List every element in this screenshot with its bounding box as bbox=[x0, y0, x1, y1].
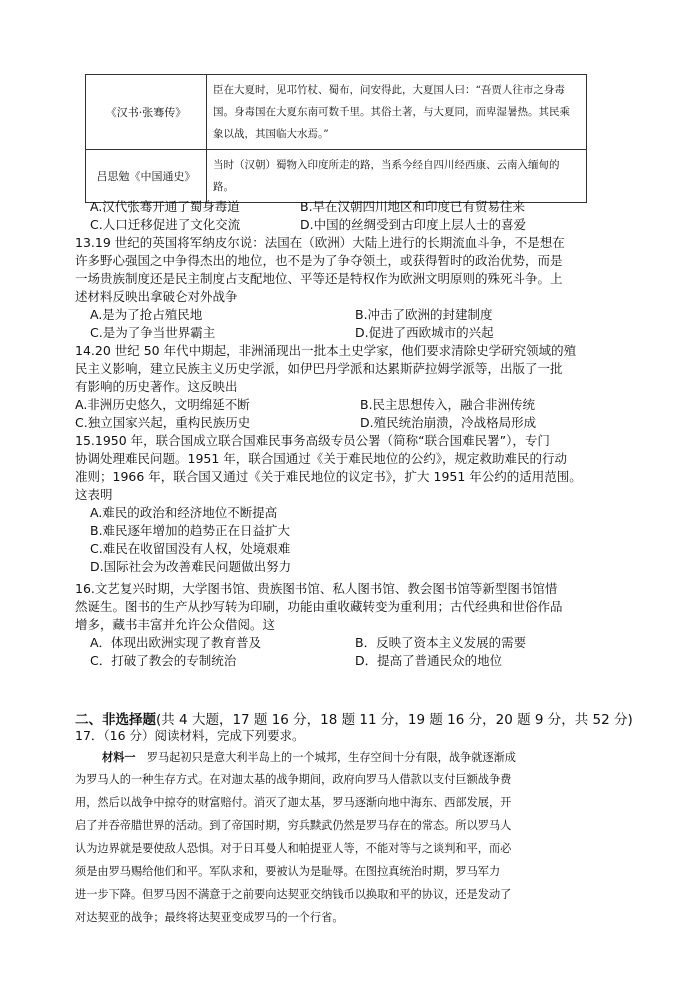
q14-option-d: D.殖民统治崩溃，冷战格局形成 bbox=[360, 415, 537, 430]
q16-option-a: A．体现出欧洲实现了教育普及 bbox=[90, 635, 262, 650]
table-row bbox=[86, 150, 587, 203]
q13-option-b: B.冲击了欧洲的封建制度 bbox=[355, 307, 493, 322]
table-cell-text: 臣在大夏时，见邛竹杖、蜀布，问安得此，大夏国人曰：“吾贾人往市之身毒国。身毒国在大夏东南可数千里。其俗土著，与大夏同，而卑湿暑热。其民乘象以战，其国临大水焉。” bbox=[207, 75, 587, 150]
section-heading bbox=[75, 708, 633, 728]
q17-intro: 17．（16 分）阅读材料，完成下列要求。 bbox=[75, 728, 305, 743]
q16-option-b: B．反映了资本主义发展的需要 bbox=[355, 635, 527, 650]
q15-option-c: C.难民在收留国没有人权，处境艰难 bbox=[90, 541, 291, 556]
q17-material-line: 进一步下降。但罗马因不满意于之前要向达契亚交纳钱币以换取和平的协议，还是发动了 bbox=[75, 888, 512, 901]
q14-option-a: A.非洲历史悠久，文明绵延不断 bbox=[75, 397, 250, 412]
q12-option-a: A.汉代张骞开通了蜀身毒道 bbox=[90, 199, 240, 214]
q17-material-line: 须是由罗马赐给他们和平。军队求和，要被认为是耻辱。在图拉真统治时期，罗马军力 bbox=[75, 865, 501, 878]
q15-stem-line: 协调处理难民问题。1951 年，联合国通过《关于难民地位的公约》，规定救助难民的行动 bbox=[75, 451, 568, 466]
q17-material-line: 启了并吞帝腊世界的活动。到了帝国时期，穷兵黩武仍然是罗马存在的常态。所以罗马人 bbox=[75, 819, 512, 832]
section-heading-detail: (共 4 大题，17 题 16 分，18 题 11 分，19 题 16 分，20 题 9 分，共 52 分) bbox=[156, 712, 633, 728]
q15-stem-line: 准则；1966 年，联合国又通过《关于难民地位的议定书》，扩大 1951 年公约的适用范围。 bbox=[75, 469, 582, 484]
q13-stem-line: 许多野心强国之中争得杰出的地位，也不是为了争夺领土，或获得暂时的政治优势，而是 bbox=[75, 253, 563, 268]
q16-stem-line: 然诞生。图书的生产从抄写转为印刷，功能由重收藏转变为重利用；古代经典和世俗作品 bbox=[75, 599, 563, 614]
q17-material-line: 为罗马人的一种生存方式。在对迦太基的战争期间，政府向罗马人借款以支付巨额战争费 bbox=[75, 773, 512, 786]
section-heading-title: 二、非选择题 bbox=[75, 712, 156, 728]
q12-option-c: C.人口迁移促进了文化交流 bbox=[90, 217, 241, 232]
table-cell-title: 吕思勉《中国通史》 bbox=[86, 150, 207, 203]
q12-option-d: D.中国的丝绸受到古印度上层人士的喜爱 bbox=[300, 217, 527, 232]
q14-stem-line: 有影响的历史著作。这反映出 bbox=[75, 379, 238, 394]
q14-option-c: C.独立国家兴起，重构民族历史 bbox=[75, 415, 251, 430]
q12-option-b: B.早在汉朝四川地区和印度已有贸易往来 bbox=[300, 199, 526, 214]
q13-option-d: D.促进了西欧城市的兴起 bbox=[355, 325, 494, 340]
q14-stem-line: 民主义影响，建立民族主义历史学派，如伊巴丹学派和达累斯萨拉姆学派等，出版了一批 bbox=[75, 361, 563, 376]
q13-option-a: A.是为了抢占殖民地 bbox=[90, 307, 203, 322]
table-cell-title: 《汉书·张骞传》 bbox=[86, 75, 207, 150]
q13-stem-line: 13.19 世纪的英国将军纳皮尔说：法国在（欧洲）大陆上进行的长期流血斗争，不是想在 bbox=[75, 235, 565, 250]
q15-option-d: D.国际社会为改善难民问题做出努力 bbox=[90, 559, 292, 574]
table-cell-text: 当时（汉朝）蜀物入印度所走的路，当系今经自四川经西康、云南入缅甸的路。 bbox=[207, 150, 587, 203]
q13-option-c: C.是为了争当世界霸主 bbox=[90, 325, 216, 340]
q16-option-d: D．提高了普通民众的地位 bbox=[355, 653, 503, 668]
q17-material-line: 对达契亚的战争；最终将达契亚变成罗马的一个行省。 bbox=[75, 911, 344, 924]
source-table bbox=[85, 74, 587, 203]
q14-option-b: B.民主思想传入，融合非洲传统 bbox=[360, 397, 536, 412]
q15-option-b: B.难民逐年增加的趋势正在日益扩大 bbox=[90, 523, 291, 538]
q17-material-label: 材料一 bbox=[102, 750, 136, 764]
q16-option-c: C．打破了教会的专制统治 bbox=[90, 653, 237, 668]
table-row bbox=[86, 75, 587, 150]
q16-stem-line: 16.文艺复兴时期，大学图书馆、贵族图书馆、私人图书馆、教会图书馆等新型图书馆惜 bbox=[75, 581, 558, 596]
q17-material-line bbox=[102, 748, 516, 767]
q13-stem-line: 述材料反映出拿破仑对外战争 bbox=[75, 289, 238, 304]
q13-stem-line: 一场贵族制度还是民主制度占支配地位、平等还是特权作为欧洲文明原则的殊死斗争。上 bbox=[75, 271, 563, 286]
q14-stem-line: 14.20 世纪 50 年代中期起，非洲涌现出一批本土史学家，他们要求清除史学研究领域的殖 bbox=[75, 343, 577, 358]
q17-material-text: 罗马起初只是意大利半岛上的一个城邦，生存空间十分有限，战争就逐渐成 bbox=[146, 751, 516, 764]
q15-stem-line: 这表明 bbox=[75, 487, 113, 502]
q17-material-line: 用，然后以战争中掠夺的财富赔付。消灭了迦太基，罗马逐渐向地中海东、西部发展，开 bbox=[75, 796, 512, 809]
q15-stem-line: 15.1950 年，联合国成立联合国难民事务高级专员公署（简称“联合国难民署”），专门 bbox=[75, 433, 550, 448]
q16-stem-line: 增多，藏书丰富并允许公众借阅。这 bbox=[75, 617, 276, 632]
q15-option-a: A.难民的政治和经济地位不断提高 bbox=[90, 505, 278, 520]
q17-material-line: 认为边界就是要使敌人恐惧。对于日耳曼人和帕提亚人等，不能对等与之谈判和平，而必 bbox=[75, 842, 512, 855]
